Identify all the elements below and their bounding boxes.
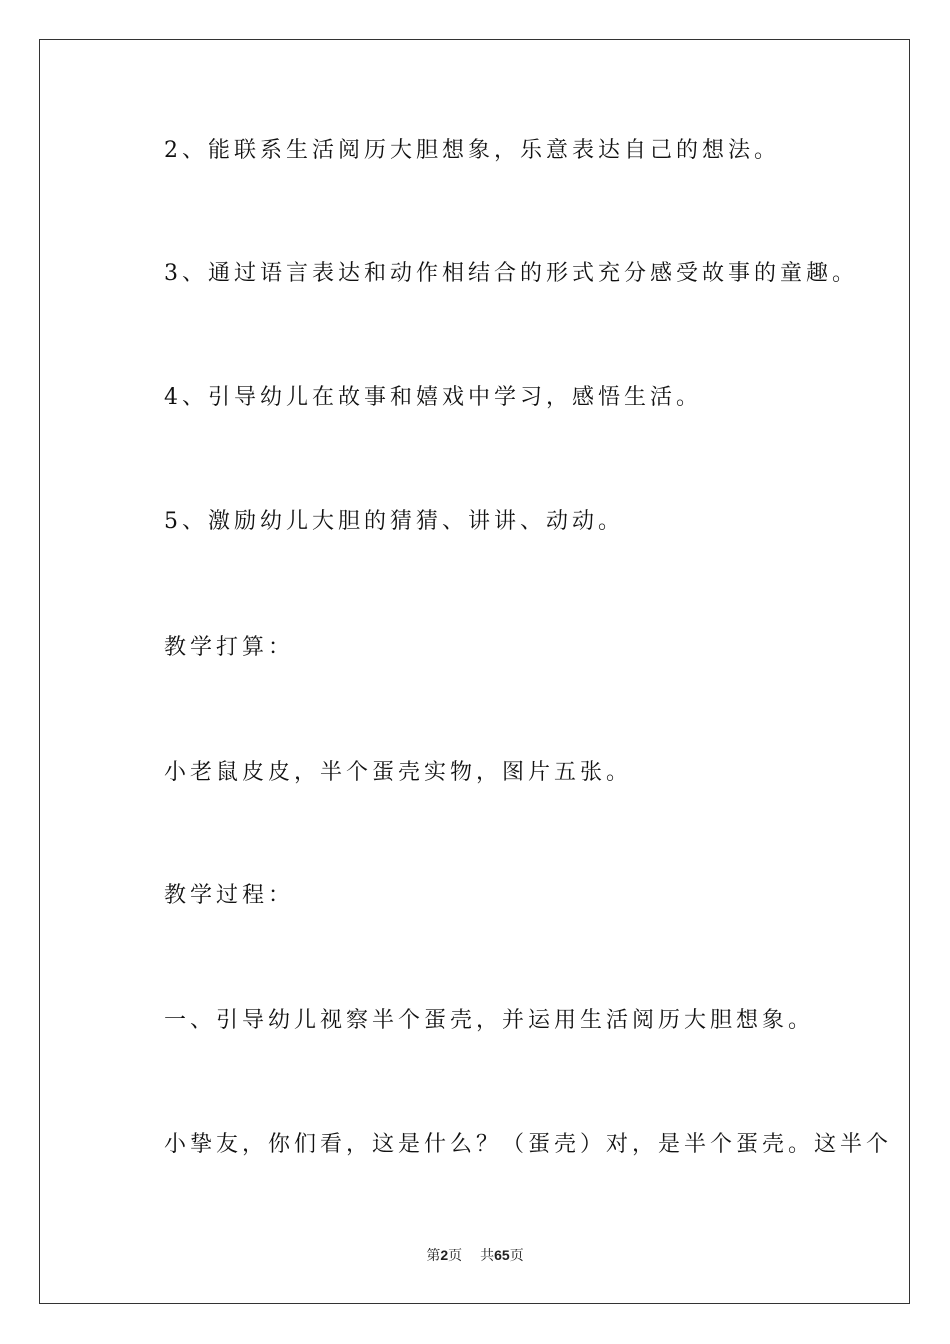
footer-total-prefix: 共 — [480, 1248, 495, 1264]
objective-5: 5、激励幼儿大胆的猜猜、讲讲、动动。 — [164, 509, 624, 534]
objective-2: 2、能联系生活阅历大胆想象，乐意表达自己的想法。 — [164, 138, 780, 163]
footer-page-number: 2 — [440, 1247, 449, 1263]
page-footer — [0, 1246, 950, 1265]
process-step-1: 一、引导幼儿视察半个蛋壳，并运用生活阅历大胆想象。 — [164, 1008, 815, 1033]
section-heading-preparation: 教学打算： — [164, 635, 295, 660]
objective-3: 3、通过语言表达和动作相结合的形式充分感受故事的童趣。 — [164, 261, 858, 286]
section-heading-process: 教学过程： — [164, 883, 295, 908]
page-frame — [39, 39, 910, 1304]
footer-page-prefix: 第 — [426, 1248, 441, 1264]
footer-total-pages: 65 — [494, 1247, 510, 1263]
preparation-materials: 小老鼠皮皮，半个蛋壳实物，图片五张。 — [164, 760, 633, 785]
footer-page-suffix: 页 — [448, 1248, 463, 1264]
process-paragraph: 小挚友，你们看，这是什么？（蛋壳）对，是半个蛋壳。这半个 — [164, 1132, 893, 1157]
footer-total-suffix: 页 — [509, 1248, 524, 1264]
objective-4: 4、引导幼儿在故事和嬉戏中学习，感悟生活。 — [164, 385, 702, 410]
